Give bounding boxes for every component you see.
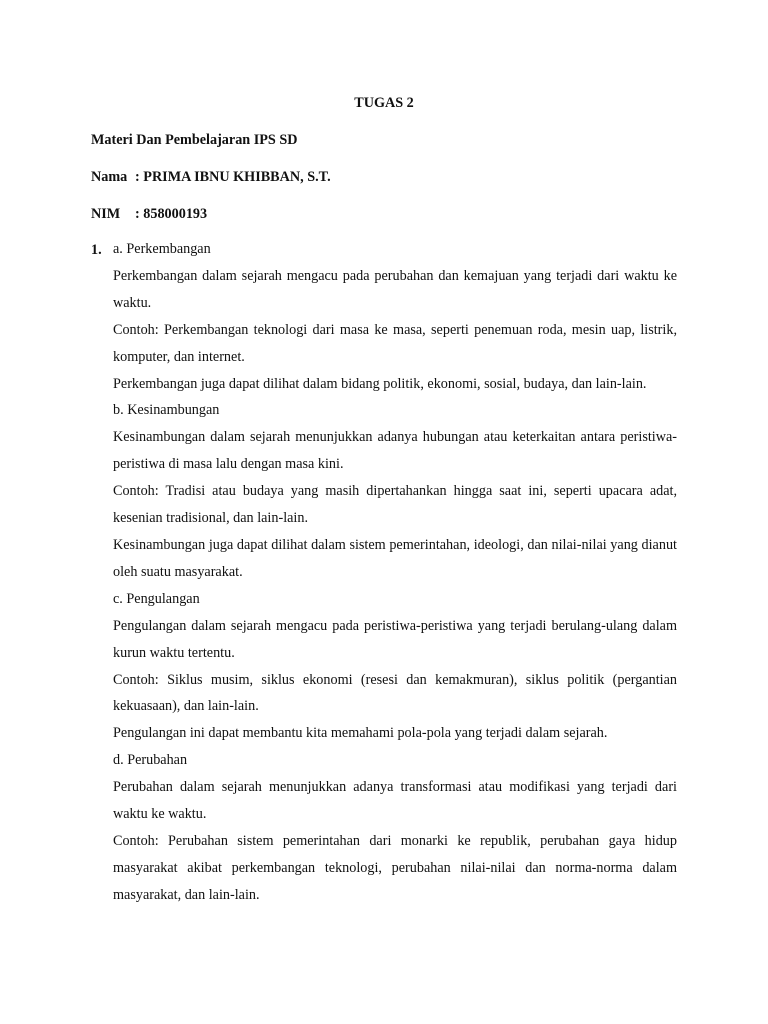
paragraph: Perkembangan juga dapat dilihat dalam bidang politik, ekonomi, sosial, budaya, dan lain-lain. — [113, 375, 647, 392]
section-kesinambungan — [113, 397, 677, 585]
paragraph: Pengulangan dalam sejarah mengacu pada peristiwa-peristiwa yang terjadi berulang-ulang dalam kurun waktu tertentu. — [113, 617, 677, 661]
subject-line: Materi Dan Pembelajaran IPS SD — [91, 132, 298, 148]
section-perubahan — [113, 747, 677, 908]
paragraph: Kesinambungan dalam sejarah menunjukkan adanya hubungan atau keterkaitan antara peristiwa-peristiwa di masa lalu dengan masa kini. — [113, 429, 677, 473]
nim-value: : 858000193 — [135, 206, 208, 222]
section-heading: c. Pengulangan — [113, 590, 200, 607]
name-value: : PRIMA IBNU KHIBBAN, S.T. — [135, 169, 331, 185]
paragraph: Contoh: Tradisi atau budaya yang masih dipertahankan hingga saat ini, seperti upacara adat, kesenian tradisional, dan lain-lain. — [113, 483, 677, 527]
name-line — [91, 167, 331, 187]
section-heading: a. Perkembangan — [113, 241, 211, 257]
section-pengulangan — [113, 586, 677, 747]
paragraph: Contoh: Siklus musim, siklus ekonomi (resesi dan kemakmuran), siklus politik (pergantian kekuasaan), dan lain-lain. — [113, 671, 677, 715]
document-title: TUGAS 2 — [354, 95, 414, 111]
paragraph: Contoh: Perkembangan teknologi dari masa ke masa, seperti penemuan roda, mesin uap, listrik, komputer, dan internet. — [113, 321, 677, 365]
section-heading: b. Kesinambungan — [113, 402, 220, 419]
paragraph: Pengulangan ini dapat membantu kita memahami pola-pola yang terjadi dalam sejarah. — [113, 725, 608, 742]
section-perkembangan — [113, 236, 677, 397]
paragraph: Contoh: Perubahan sistem pemerintahan dari monarki ke republik, perubahan gaya hidup masyarakat akibat perkembangan teknologi, perubahan nilai-nilai dan norma-norma dalam masyarakat, dan lain-lain. — [113, 832, 677, 903]
item-body — [113, 240, 677, 909]
paragraph: Perkembangan dalam sejarah mengacu pada perubahan dan kemajuan yang terjadi dari waktu ke waktu. — [113, 267, 677, 311]
nim-line — [91, 204, 207, 224]
nim-label: NIM — [91, 206, 121, 222]
section-heading: d. Perubahan — [113, 752, 188, 769]
paragraph: Perubahan dalam sejarah menunjukkan adanya transformasi atau modifikasi yang terjadi dari waktu ke waktu. — [113, 779, 677, 823]
item-number: 1. — [91, 242, 102, 258]
paragraph: Kesinambungan juga dapat dilihat dalam sistem pemerintahan, ideologi, dan nilai-nilai yang dianut oleh suatu masyarakat. — [113, 536, 677, 580]
name-label: Nama — [91, 169, 128, 185]
